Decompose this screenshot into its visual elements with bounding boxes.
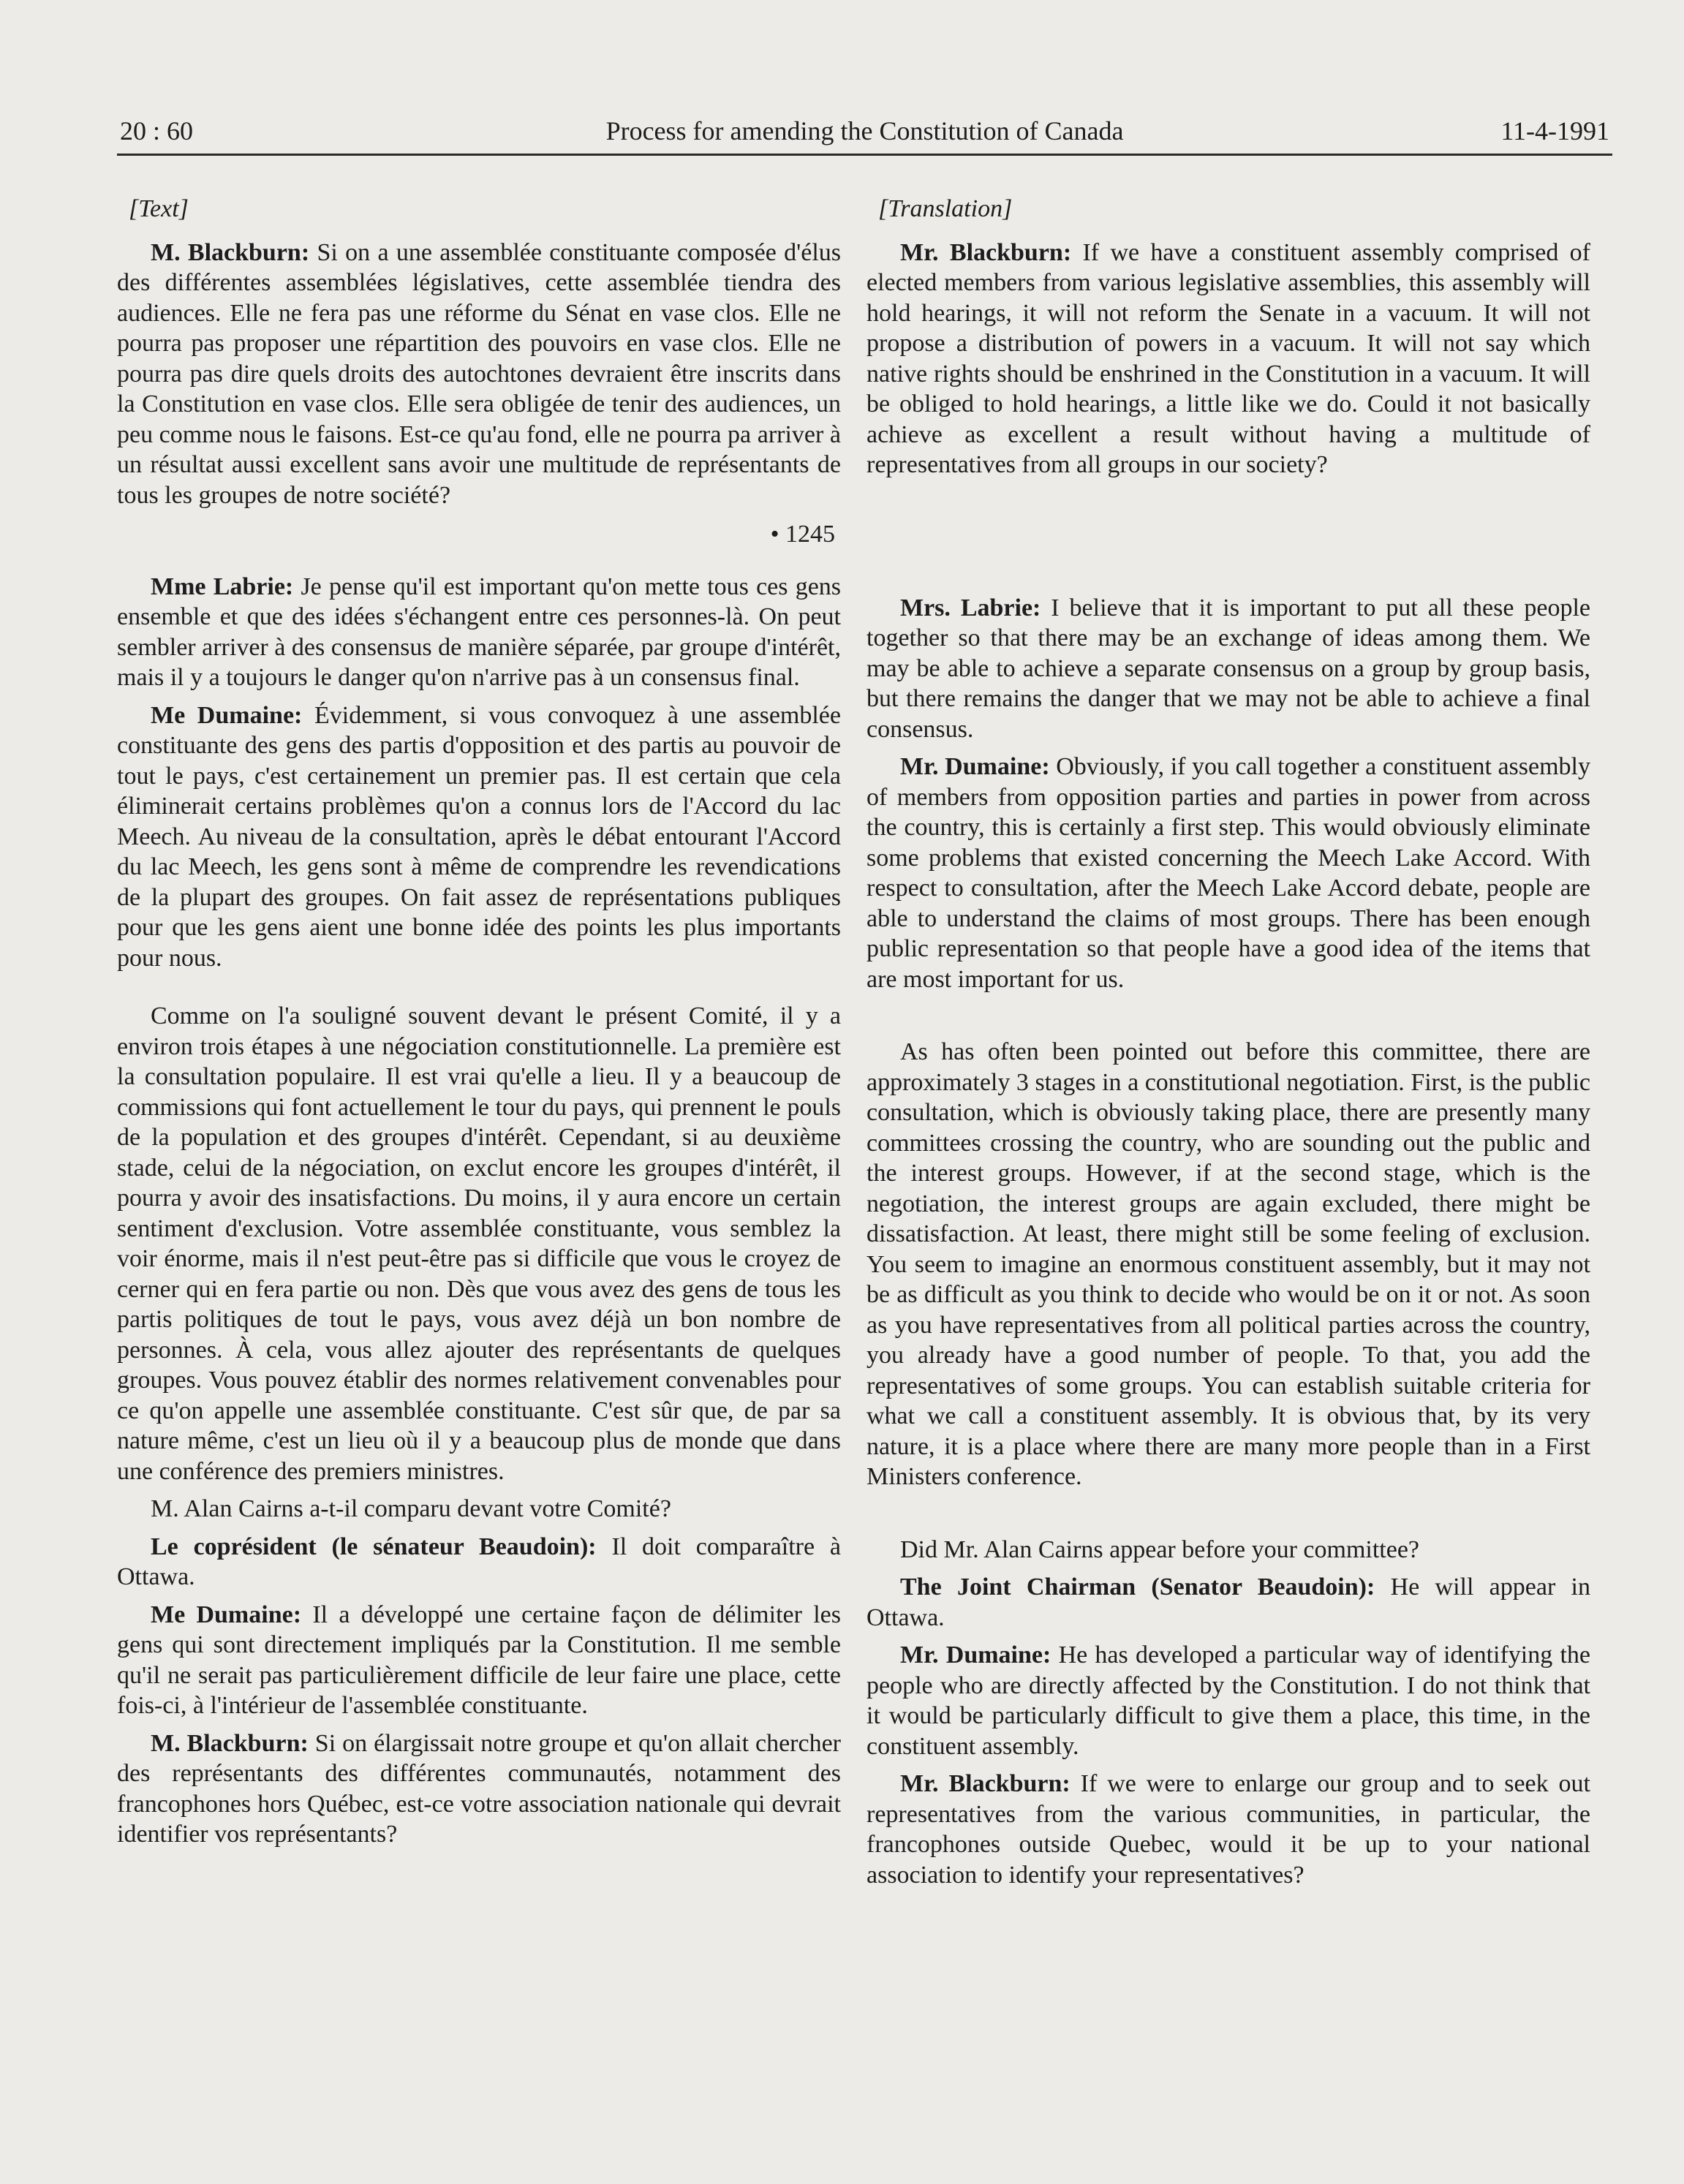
speaker-name: Mr. Dumaine:: [900, 1641, 1051, 1669]
speech-text: Obviously, if you call together a constituent assembly of members from opposition parties and parties in power from across the country, this is certainly a first step. This would obviously eliminate some problems that existed concerning the Meech Lake Accord. With respect to consultation, after the Meech Lake Accord debate, people are able to understand the claims of most groups. There has been enough public representation so that people have a good idea of the items that are most important for us.: [866, 753, 1590, 993]
speech-text: I believe that it is important to put all these people together so that there may be an exchange of ideas among them. We may be able to achieve a separate consensus on a group by group basis, but there remains the danger that we may not be able to achieve a final consensus.: [866, 594, 1591, 743]
speaker-name: Me Dumaine:: [151, 701, 303, 729]
speaker-name: Mme Labrie:: [151, 573, 294, 600]
speech-text: Si on élargissait notre groupe et qu'on allait chercher des représentants des différentes communautés, notamment des francophones hors Québec, est-ce votre association nationale qui devrait identifier vos représentants?: [117, 1729, 842, 1848]
page-number: 20 : 60: [120, 116, 194, 146]
page-date: 11-4-1991: [1500, 116, 1609, 146]
language-label: [Text]: [129, 195, 189, 222]
speech-text: Comme on l'a souligné souvent devant le présent Comité, il y a environ trois étapes à une négociation constitutionnelle. La première est la consultation populaire. Il est vrai qu'elle a lieu. Il y a beaucoup de commissions qui font actuellement le tour du pays, qui prennent le pouls de la population et des groupes d'intérêt. Cependant, si au deuxième stade, celui de la négociation, on exclut encore les groupes d'intérêt, il pourra y avoir des insatisfactions. Du moins, il y aura encore un certain sentiment d'exclusion. Votre assemblée constituante, vous semblez la voir énorme, mais il n'est peut-être pas si difficile que vous le croyez de cerner qui en fera partie ou non. Dès que vous avez des gens de tous les partis politiques de tout le pays, vous avez déjà un bon nombre de personnes. À cela, vous allez ajouter des représentants de quelques groupes. Vous pouvez établir des normes relativement convenables pour ce qu'on appelle une assemblée constituante. C'est sûr que, de par sa nature même, c'est un lieu où il y a beaucoup plus de monde que dans une conférence des premiers ministres.: [117, 1002, 841, 1485]
speech-text: Si on a une assemblée constituante composée d'élus des différentes assemblées législatives, cette assemblée tiendra des audiences. Elle ne fera pas une réforme du Sénat en vase clos. Elle ne pourra pas proposer une répartition des pouvoirs en vase clos. Elle ne pourra pas dire quels droits des autochtones devraient être inscrits dans la Constitution en vase clos. Elle sera obligée de tenir des audiences, un peu comme nous le faisons. Est-ce qu'au fond, elle ne pourra pa arriver à un résultat aussi excellent sans avoir une multitude de représentants de tous les groupes de notre société?: [117, 238, 842, 509]
paragraph: [866, 1769, 1590, 1890]
speech-text: Il doit comparaître à Ottawa.: [117, 1533, 841, 1590]
language-label: [Translation]: [878, 195, 1013, 222]
speaker-name: Mr. Blackburn:: [900, 1770, 1071, 1797]
speech-text: Je pense qu'il est important qu'on mette tous ces gens ensemble et que des idées s'échangent entre ces personnes-là. On peut sembler arriver à des consensus de manière séparée, par groupe d'intérêt, mais il y a toujours le danger qu'on n'arrive pas à un consensus final.: [117, 573, 842, 691]
speaker-name: Le coprésident (le sénateur Beaudoin):: [151, 1533, 597, 1560]
speech-text: If we were to enlarge our group and to seek out representatives from the various communities, in particular, the francophones outside Quebec, would it be up to your national association to identify your representatives?: [866, 1770, 1591, 1889]
page-header: [117, 110, 1612, 156]
speaker-name: Mrs. Labrie:: [900, 594, 1041, 621]
speech-text: As has often been pointed out before this committee, there are approximately 3 stages in a constitutional negotiation. First, is the public consultation, which is obviously taking place, there are presently many committees crossing the country, who are sounding out the public and the interest groups. However, if at the second stage, which is the negotiation, the interest groups are again excluded, there might be dissatisfaction. At least, there might still be some feeling of exclusion. You seem to imagine an enormous constituent assembly, but it may not be as difficult as you think to decide who would be on it or not. As soon as you have representatives from all political parties across the country, you already have a good number of people. To that, you add the representatives of some groups. You can establish suitable criteria for what we call a constituent assembly. It is obvious that, by its very nature, it is a place where there are many more people than in a First Ministers conference.: [866, 1038, 1590, 1490]
paragraph: [866, 1640, 1590, 1761]
speaker-name: M. Blackburn:: [151, 238, 310, 266]
speech-text: Did Mr. Alan Cairns appear before your committee?: [900, 1535, 1419, 1563]
speaker-name: Mr. Dumaine:: [900, 753, 1050, 780]
speaker-name: Mr. Blackburn:: [900, 238, 1072, 266]
paragraph: [866, 238, 1590, 480]
speech-text: He will appear in Ottawa.: [866, 1573, 1590, 1631]
paragraph: [866, 1535, 1590, 1565]
running-title: Process for amending the Constitution of Canada: [605, 116, 1124, 146]
speech-text: If we have a constituent assembly comprised of elected members from various legislative assemblies, this assembly will hold hearings, it will not reform the Senate in a vacuum. It will not propose a distribution of powers in a vacuum. It will not say which native rights should be enshrined in the Constitution in a vacuum. It will be obliged to hold hearings, a little like we do. Could it not basically achieve as excellent a result without having a multitude of representatives from all groups in our society?: [866, 238, 1591, 478]
english-column: [866, 194, 1590, 1897]
paragraph: [117, 700, 841, 974]
paragraph: [866, 1572, 1590, 1633]
paragraph: [117, 1494, 841, 1524]
french-column: [117, 194, 841, 1857]
speaker-name: Me Dumaine:: [151, 1601, 302, 1628]
paragraph: [117, 1728, 841, 1850]
speech-text: M. Alan Cairns a-t-il comparu devant votre Comité?: [151, 1495, 671, 1522]
paragraph: [866, 752, 1590, 994]
speech-text: Évidemment, si vous convoquez à une assemblée constituante des gens des partis d'opposition et des partis au pouvoir de tout le pays, c'est certainement un premier pas. Il est certain que cela éliminerait certains problèmes qu'on a connus lors de l'Accord du lac Meech. Au niveau de la consultation, après le débat entourant l'Accord du lac Meech, les gens sont à même de comprendre les revendications de la plupart des groupes. On fait assez de représentations publiques pour que les gens aient une bonne idée des points les plus importants pour nous.: [117, 701, 841, 972]
speaker-name: The Joint Chairman (Senator Beaudoin):: [900, 1573, 1375, 1601]
paragraph: [117, 1600, 841, 1721]
paragraph: [117, 1001, 841, 1486]
paragraph: [866, 593, 1590, 745]
paragraph: [117, 572, 841, 693]
speech-text: Il a développé une certaine façon de délimiter les gens qui sont directement impliqués par la Constitution. Il me semble qu'il ne serait pas particulièrement difficile de leur faire une place, cette fois-ci, à l'intérieur de l'assemblée constituante.: [117, 1601, 841, 1719]
speaker-name: M. Blackburn:: [151, 1729, 309, 1757]
paragraph: [117, 238, 841, 511]
speech-text: He has developed a particular way of identifying the people who are directly affected by the Constitution. I do not think that it would be particularly difficult to give them a place, this time, in the constituent assembly.: [866, 1641, 1591, 1760]
time-marker: • 1245: [770, 521, 835, 548]
paragraph: [866, 1037, 1590, 1492]
paragraph: [117, 1532, 841, 1592]
